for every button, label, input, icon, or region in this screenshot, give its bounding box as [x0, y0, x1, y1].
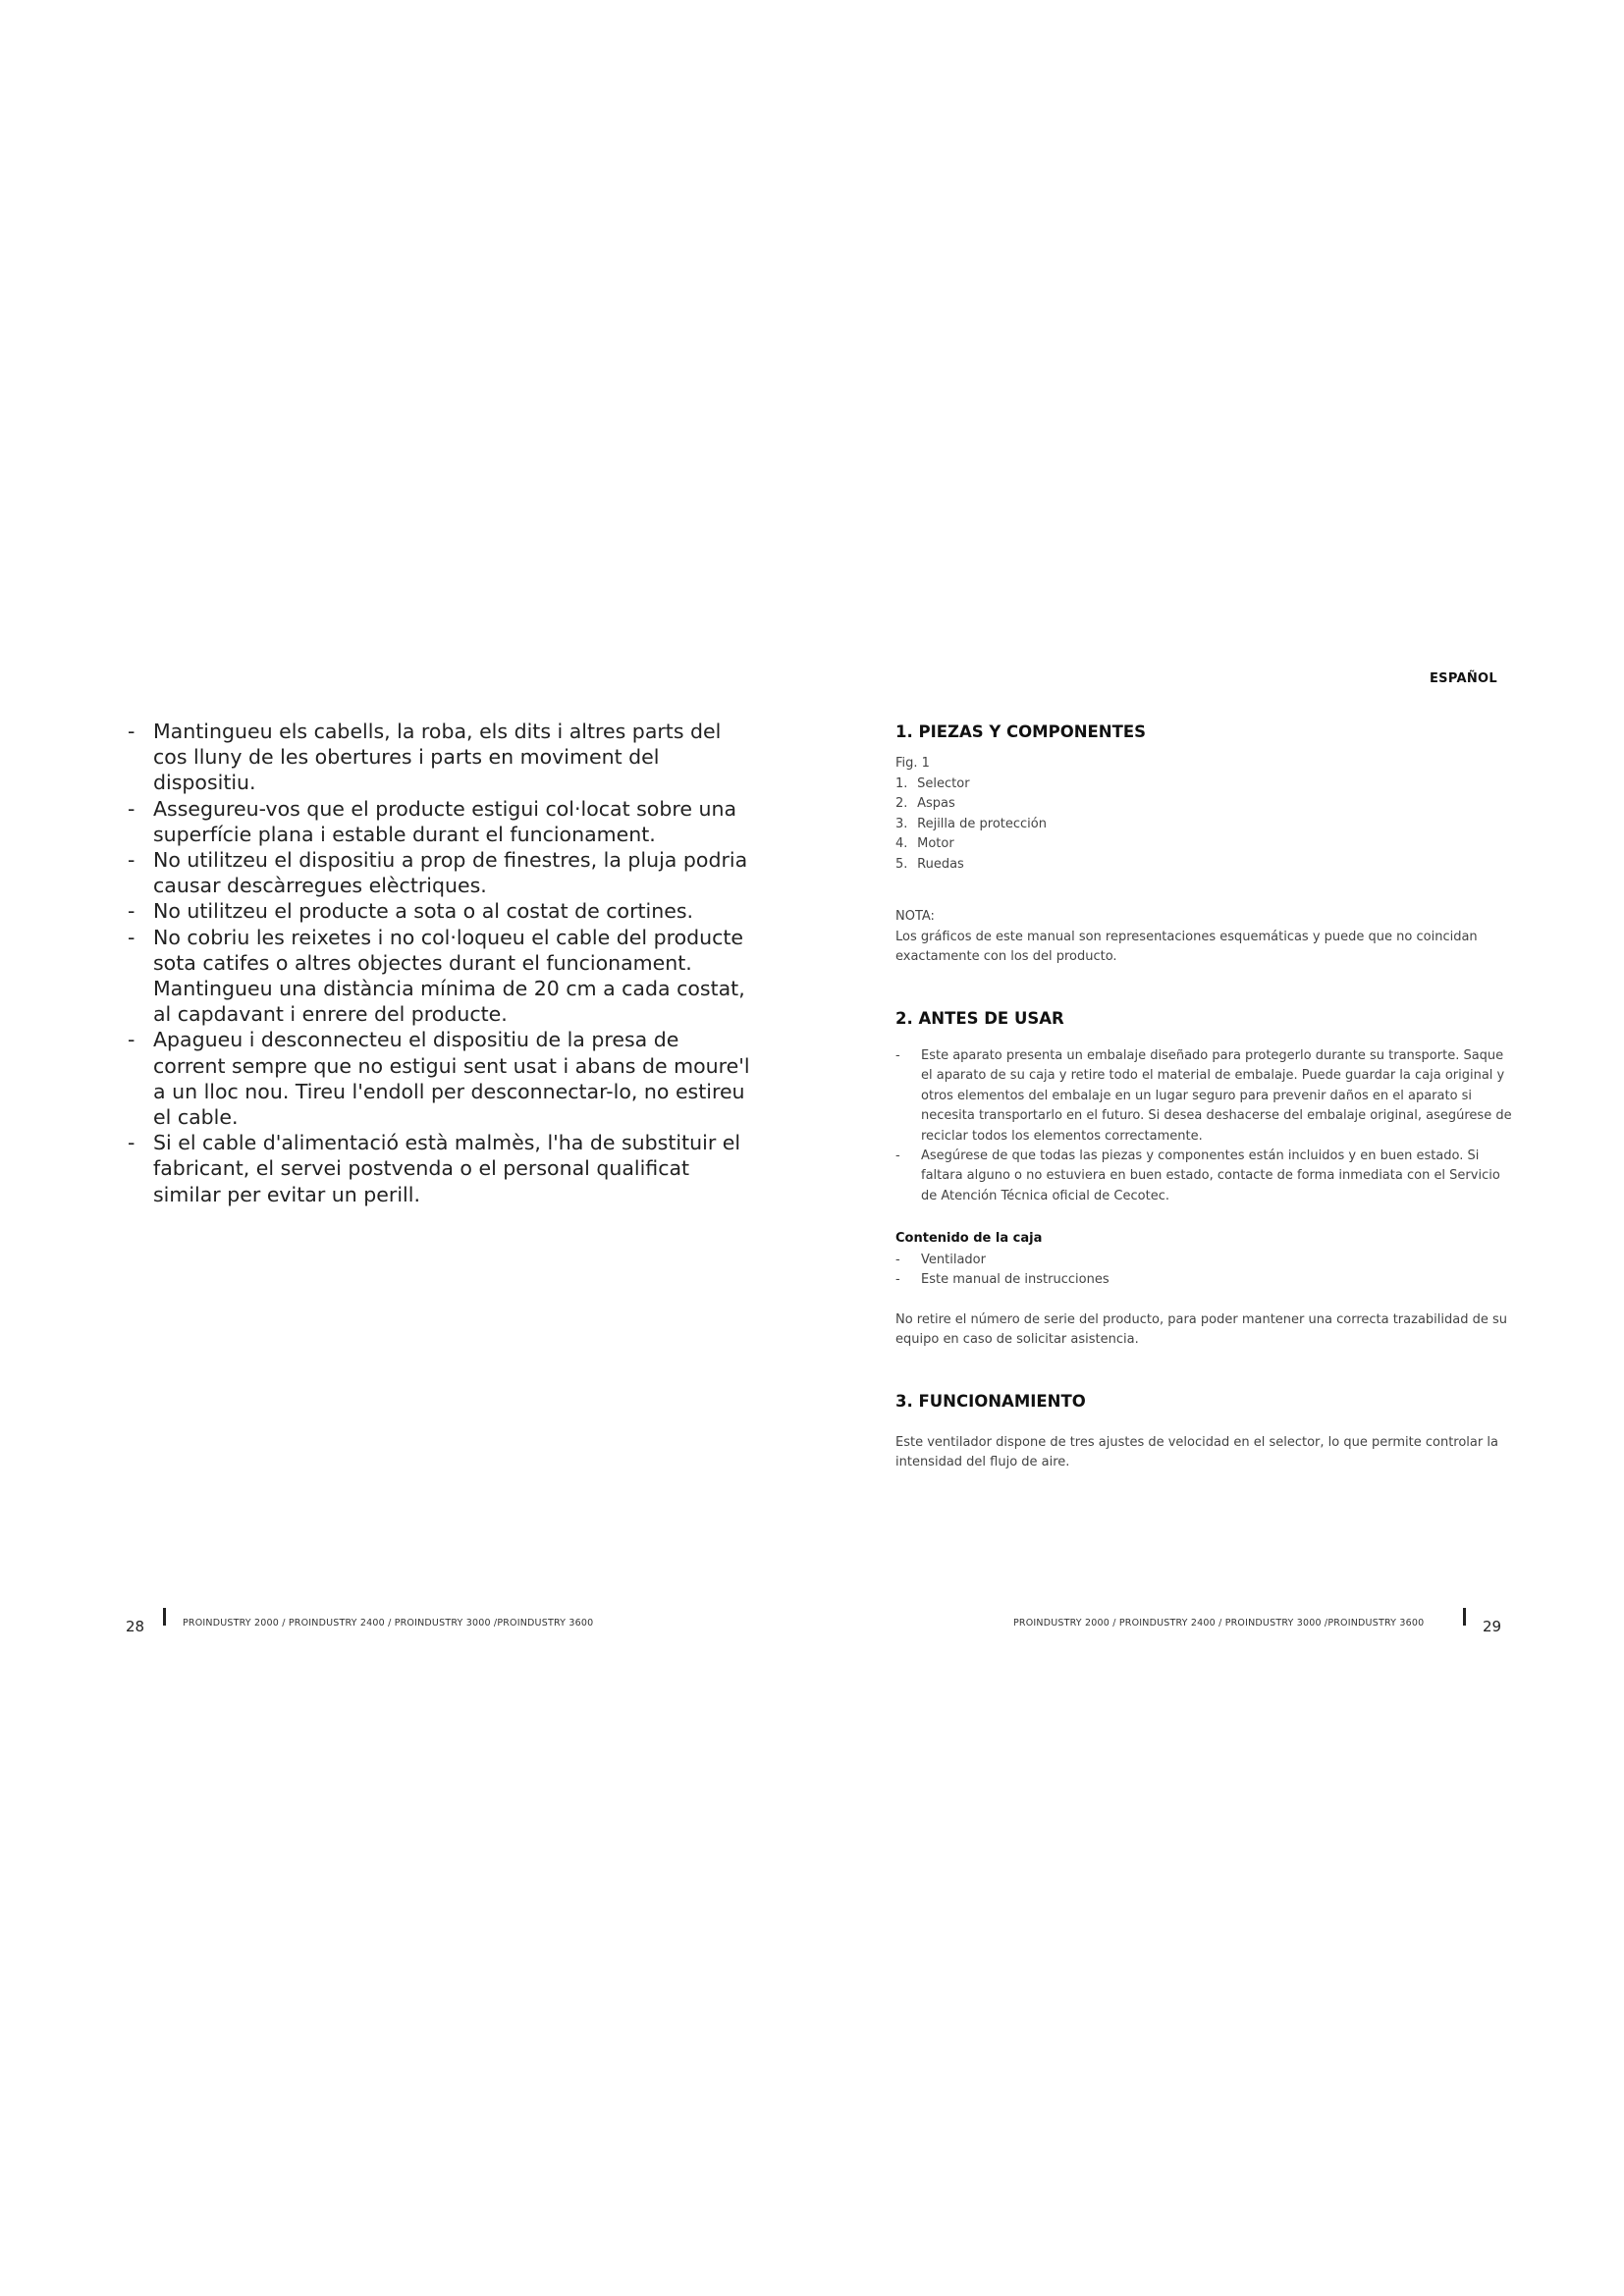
- list-item: [895, 774, 1047, 794]
- list-item: [128, 796, 756, 847]
- bullet-dash: -: [895, 1148, 900, 1164]
- item-number: 1.: [895, 776, 908, 791]
- bullet-dash: -: [128, 899, 135, 924]
- serial-number-note: No retire el número de serie del producto, para poder mantener una correcta trazabilidad de su equipo en caso de solicitar asistencia.: [895, 1312, 1507, 1348]
- bullet-dash: -: [128, 1131, 135, 1155]
- list-item: [128, 1130, 756, 1207]
- list-item: [128, 925, 756, 1028]
- bullet-dash: -: [895, 1048, 900, 1063]
- list-item: [895, 834, 1047, 854]
- bullet-dash: -: [895, 1253, 900, 1267]
- list-item: [895, 1270, 1514, 1290]
- note-label: NOTA:: [895, 909, 935, 924]
- list-item-text: Apagueu i desconnecteu el dispositiu de la presa de corrent sempre que no estigui sent usat i abans de moure'l a un lloc nou. Tireu l'endoll per desconnectar-lo, no estireu el cable.: [153, 1028, 750, 1130]
- bullet-dash: -: [128, 720, 135, 743]
- list-item-text: Este manual de instrucciones: [921, 1272, 1110, 1288]
- note-text: Los gráficos de este manual son representaciones esquemáticas y puede que no coincidan exactamente con los del producto.: [895, 930, 1478, 965]
- fig-label: Fig. 1: [895, 756, 930, 771]
- list-item-text: Este aparato presenta un embalaje diseñado para protegerlo durante su transporte. Saque el aparato de su caja y retire todo el material de embalaje. Puede guardar la caja original y otros elementos del embalaje en un lugar seguro para prevenir daños en el aparato si necesita transportarlo en el futuro. Si desea deshacerse del embalaje original, asegúrese de reciclar todos los elementos correctamente.: [921, 1048, 1512, 1144]
- list-item-text: No cobriu les reixetes i no col·loqueu el cable del producte sota catifes o altres objectes durant el funcionament. Mantingueu una distància mínima de 20 cm a cada costat, al capdavant i enrere del producte.: [153, 925, 745, 1027]
- left-page-number: 28: [126, 1618, 145, 1635]
- box-contents-heading: Contenido de la caja: [895, 1231, 1043, 1246]
- item-label: Aspas: [917, 796, 955, 812]
- list-item: [128, 847, 756, 898]
- list-item: [128, 898, 756, 924]
- list-item: [128, 719, 756, 796]
- operation-text: Este ventilador dispone de tres ajustes de velocidad en el selector, lo que permite controlar la intensidad del flujo de aire.: [895, 1435, 1498, 1470]
- list-item-text: Ventilador: [921, 1253, 986, 1267]
- item-number: 5.: [895, 856, 908, 872]
- list-item: [128, 1027, 756, 1130]
- right-page-number: 29: [1483, 1618, 1502, 1635]
- footer-divider: [1463, 1608, 1466, 1626]
- footer-divider: [163, 1608, 166, 1626]
- list-item-text: No utilitzeu el producte a sota o al costat de cortines.: [153, 899, 694, 924]
- section-title-before-use: 2. ANTES DE USAR: [895, 1009, 1064, 1028]
- bullet-dash: -: [128, 1028, 135, 1052]
- item-number: 4.: [895, 836, 908, 852]
- list-item: [895, 815, 1047, 834]
- list-item: [895, 1147, 1514, 1206]
- list-item: [895, 794, 1047, 814]
- bullet-dash: -: [895, 1272, 900, 1288]
- list-item: [895, 1046, 1514, 1147]
- list-item: [895, 855, 1047, 875]
- section-title-parts: 1. PIEZAS Y COMPONENTES: [895, 722, 1147, 741]
- box-contents-list: [895, 1251, 1514, 1291]
- item-label: Ruedas: [917, 856, 964, 872]
- list-item-text: Assegureu-vos que el producte estigui col·locat sobre una superfície plana i estable durant el funcionament.: [153, 796, 737, 846]
- components-list: [895, 774, 1047, 875]
- item-number: 2.: [895, 796, 908, 812]
- item-number: 3.: [895, 816, 908, 831]
- list-item-text: No utilitzeu el dispositiu a prop de finestres, la pluja podria causar descàrregues elèctriques.: [153, 848, 748, 898]
- safety-instructions-list: [128, 719, 756, 1207]
- item-label: Rejilla de protección: [917, 816, 1047, 831]
- bullet-dash: -: [128, 925, 135, 949]
- item-label: Motor: [917, 836, 954, 852]
- left-footer-models: PROINDUSTRY 2000 / PROINDUSTRY 2400 / PROINDUSTRY 3000 /PROINDUSTRY 3600: [183, 1618, 594, 1629]
- bullet-dash: -: [128, 796, 135, 821]
- section-title-operation: 3. FUNCIONAMIENTO: [895, 1392, 1086, 1411]
- item-label: Selector: [917, 776, 970, 791]
- list-item-text: Si el cable d'alimentació està malmès, l'ha de substituir el fabricant, el servei postvenda o el personal qualificat similar per evitar un perill.: [153, 1131, 741, 1206]
- right-footer-models: PROINDUSTRY 2000 / PROINDUSTRY 2400 / PROINDUSTRY 3000 /PROINDUSTRY 3600: [1013, 1618, 1425, 1629]
- before-use-list: [895, 1046, 1514, 1206]
- list-item-text: Asegúrese de que todas las piezas y componentes están incluidos y en buen estado. Si faltara alguno o no estuviera en buen estado, contacte de forma inmediata con el Servicio de Atención Técnica oficial de Cecotec.: [921, 1148, 1500, 1203]
- language-tag: ESPAÑOL: [1430, 671, 1497, 686]
- bullet-dash: -: [128, 848, 135, 873]
- list-item: [895, 1251, 1514, 1270]
- list-item-text: Mantingueu els cabells, la roba, els dits i altres parts del cos lluny de les obertures i parts en moviment del dispositiu.: [153, 720, 722, 795]
